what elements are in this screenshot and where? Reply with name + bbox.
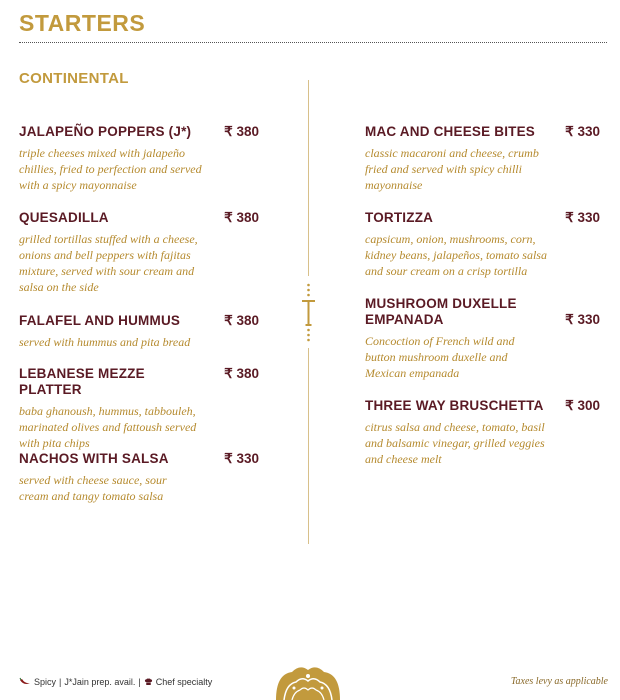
item-description: capsicum, onion, mushrooms, corn, kidney beans, jalapeños, tomato salsa and sour cream on a crisp tortilla — [365, 232, 547, 278]
item-description: baba ghanoush, hummus, tabbouleh, marinated olives and fattoush served with pita chips — [19, 404, 197, 450]
legend-separator: | — [138, 677, 141, 687]
item-description: served with hummus and pita bread — [19, 335, 191, 349]
legend-jain: J*Jain prep. avail. — [64, 677, 136, 687]
item-name: MAC AND CHEESE BITES — [365, 124, 536, 139]
item-name: LEBANESE MEZZE PLATTER — [19, 366, 145, 397]
legend-chef: Chef specialty — [155, 677, 213, 687]
column-divider-bottom — [308, 348, 309, 544]
legend-separator: | — [59, 677, 62, 687]
menu-item-mushroom-duxelle — [365, 296, 600, 381]
item-name: THREE WAY BRUSCHETTA — [365, 398, 544, 413]
taxes-note: Taxes levy as applicable — [510, 676, 608, 687]
menu-item-mac-cheese-bites — [365, 124, 600, 193]
column-divider-top — [308, 80, 309, 276]
item-price: ₹ 330 — [224, 451, 259, 466]
item-name: QUESADILLA — [19, 210, 109, 225]
menu-item-lebanese-mezze — [19, 366, 259, 451]
item-name: JALAPEÑO POPPERS (J*) — [19, 124, 192, 139]
title-divider — [19, 42, 607, 43]
item-price: ₹ 330 — [565, 312, 600, 327]
menu-item-falafel-hummus — [19, 313, 259, 350]
legend-spicy: Spicy — [34, 677, 57, 687]
item-description: citrus salsa and cheese, tomato, basil and balsamic vinegar, grilled veggies and cheese melt — [365, 420, 545, 466]
item-price: ₹ 380 — [224, 210, 259, 225]
item-price: ₹ 380 — [224, 366, 259, 381]
item-name: FALAFEL AND HUMMUS — [19, 313, 181, 328]
page-title: STARTERS — [19, 10, 146, 36]
menu-item-quesadilla — [19, 210, 259, 295]
item-description: grilled tortillas stuffed with a cheese, onions and bell peppers with fajitas mixture, served with sour cream and salsa on the side — [19, 232, 198, 294]
item-name: TORTIZZA — [365, 210, 434, 225]
item-price: ₹ 330 — [565, 210, 600, 225]
logo-emblem-icon — [270, 662, 346, 700]
menu-item-tortizza — [365, 210, 600, 279]
item-description: classic macaroni and cheese, crumb fried and served with spicy chilli mayonnaise — [365, 146, 539, 192]
item-price: ₹ 300 — [565, 398, 600, 413]
item-description: triple cheeses mixed with jalapeño chillies, fried to perfection and served with a spicy mayonnaise — [19, 146, 202, 192]
chilli-icon — [19, 677, 31, 687]
menu-item-nachos-salsa — [19, 451, 259, 504]
item-name: MUSHROOM DUXELLE EMPANADA — [365, 296, 517, 327]
item-description: Concoction of French wild and button mushroom duxelle and Mexican empanada — [365, 334, 515, 380]
chef-hat-icon — [144, 677, 153, 687]
item-price: ₹ 380 — [224, 313, 259, 328]
divider-ornament-icon — [300, 282, 317, 342]
item-price: ₹ 380 — [224, 124, 259, 139]
section-heading: CONTINENTAL — [19, 70, 129, 87]
menu-item-jalapeno-poppers — [19, 124, 259, 193]
footer-legend — [19, 677, 212, 687]
item-description: served with cheese sauce, sour cream and tangy tomato salsa — [19, 473, 167, 503]
item-price: ₹ 330 — [565, 124, 600, 139]
item-name: NACHOS WITH SALSA — [19, 451, 169, 466]
menu-item-three-way-bruschetta — [365, 398, 600, 467]
